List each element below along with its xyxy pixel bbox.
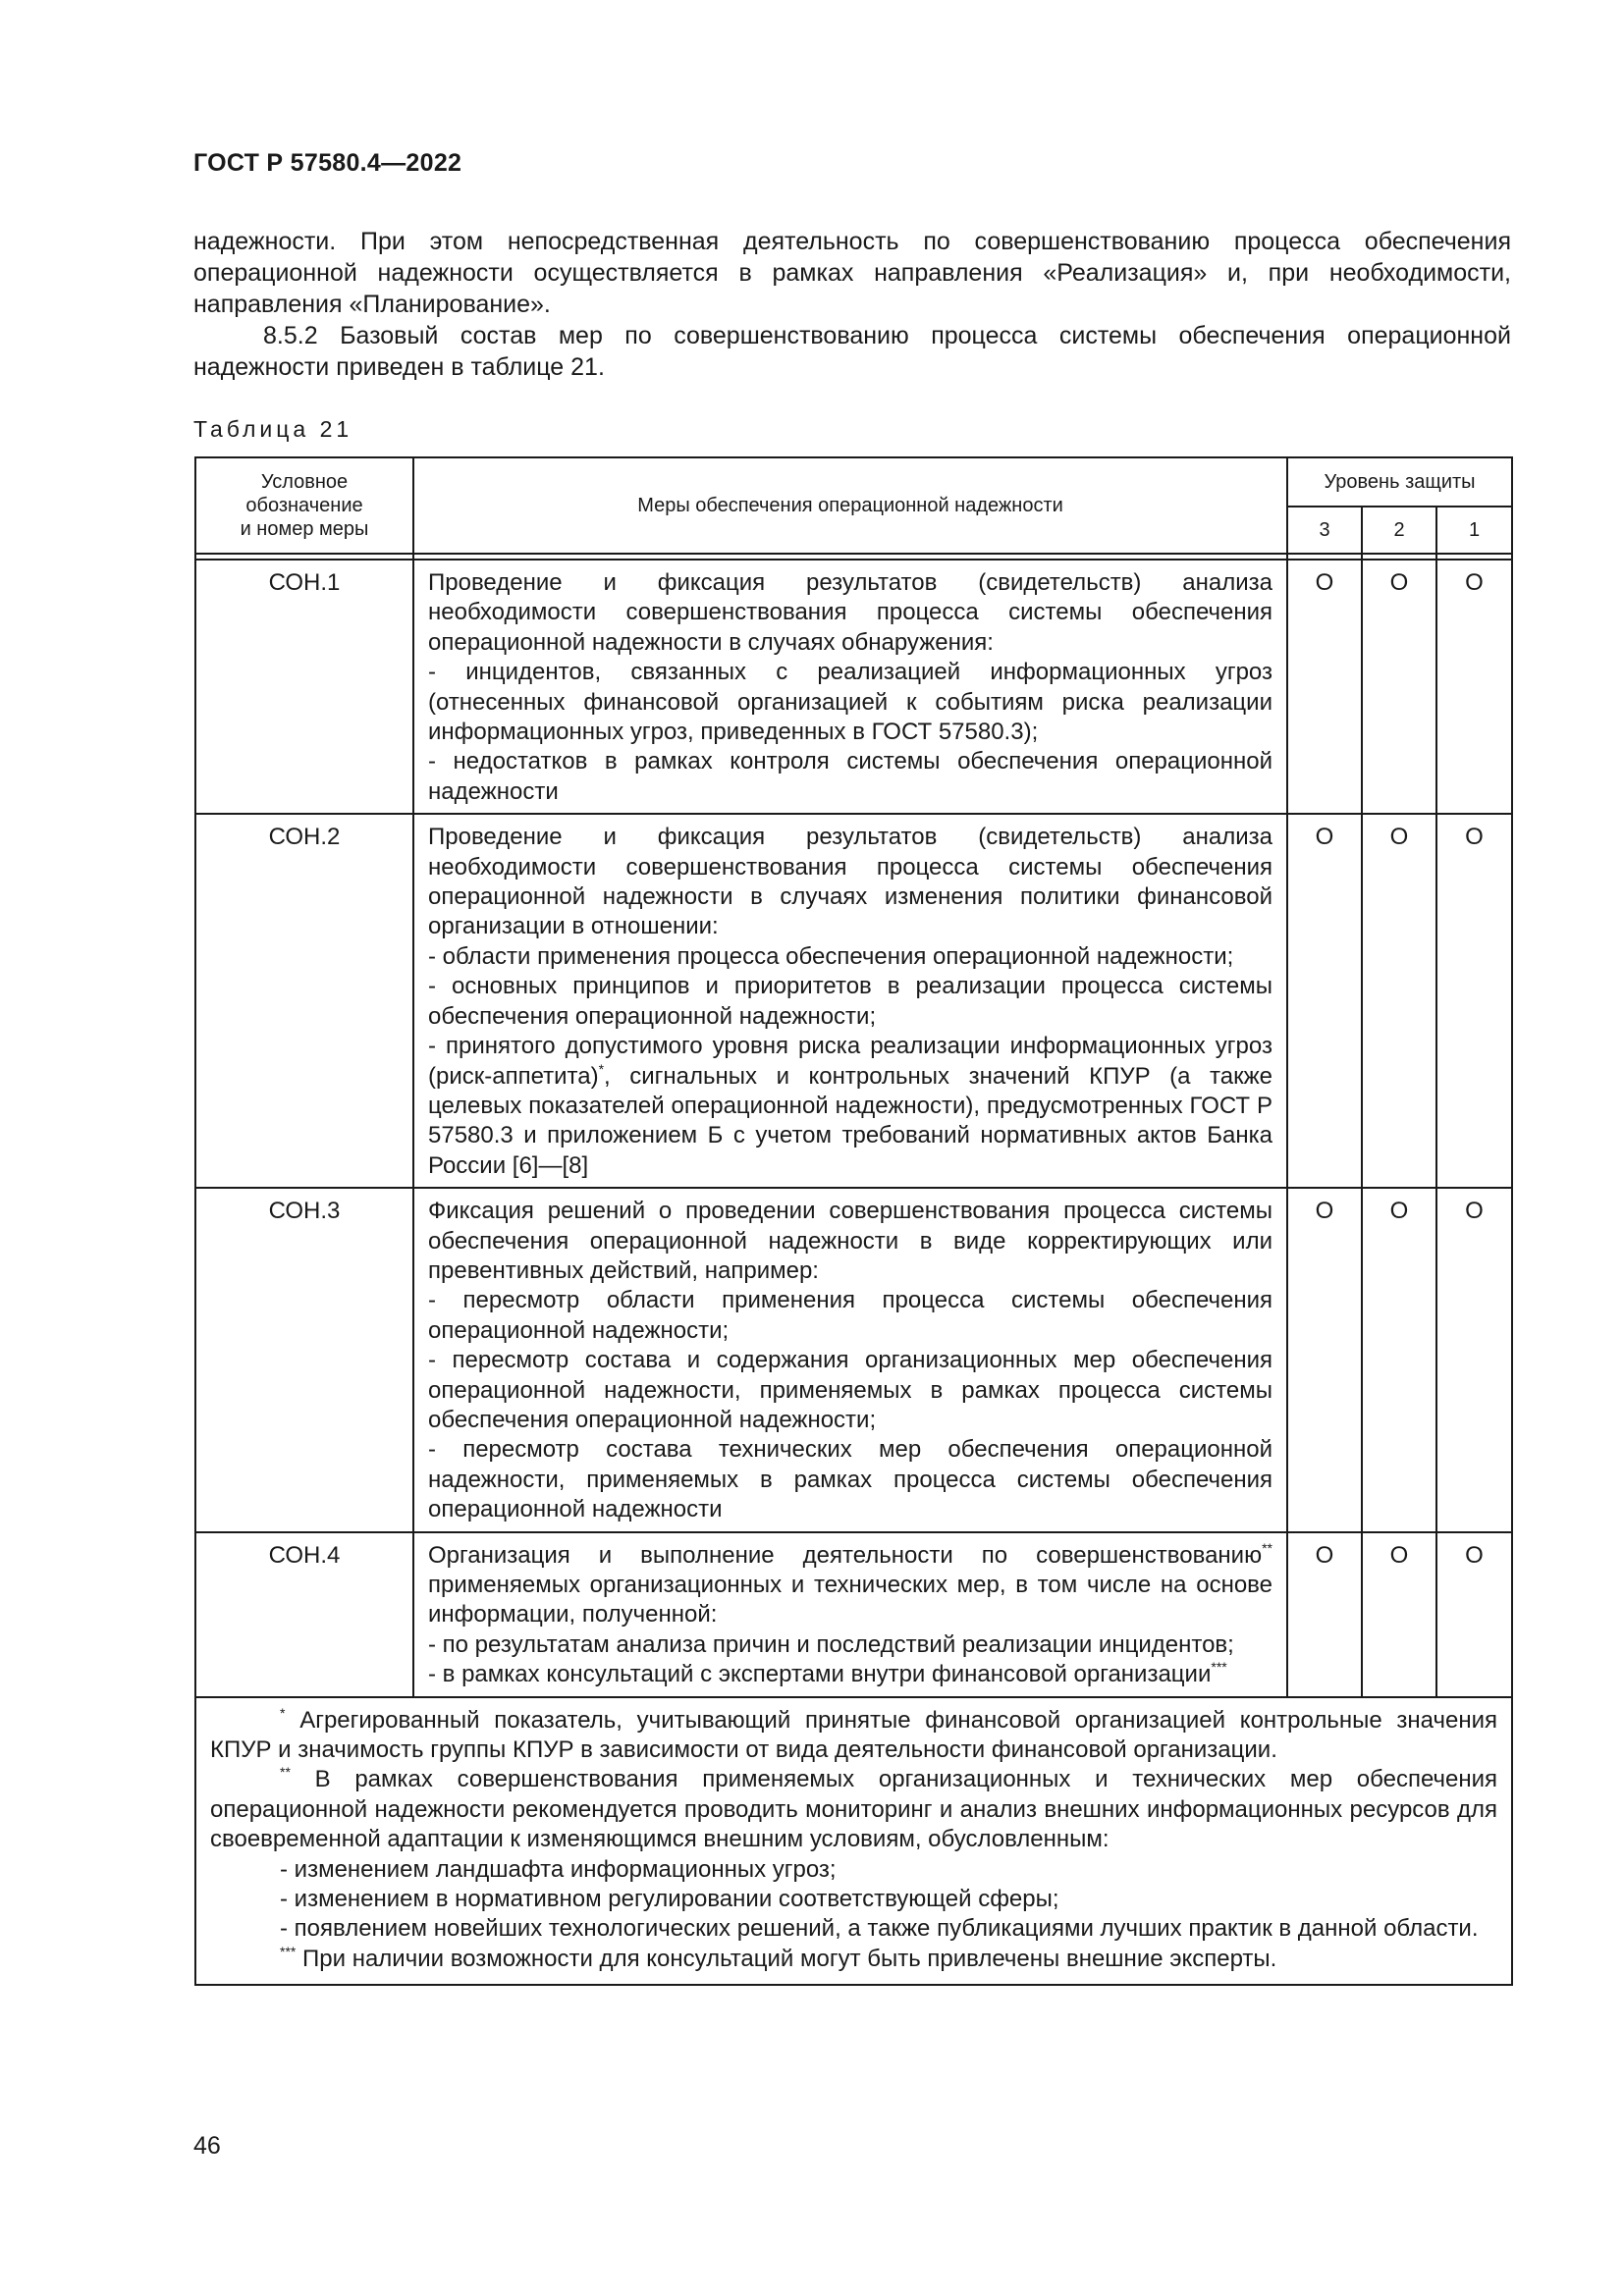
intro-paragraph-2: 8.5.2 Базовый состав мер по совершенствованию процесса системы обеспечения операционной надежности приведен в таблице 21.	[193, 322, 1511, 381]
measure-description	[413, 814, 1287, 1188]
level-2-mark: О	[1362, 1188, 1436, 1531]
footnote-ref: ***	[1211, 1659, 1227, 1676]
header-code-line-3: и номер меры	[240, 518, 369, 540]
table-notes	[195, 1697, 1512, 1986]
measure-line: - пересмотр состава технических мер обеспечения операционной надежности, применяемых в рамках процесса системы обеспечения операционной надежности	[428, 1436, 1272, 1523]
measure-text: - в рамках консультаций с экспертами внутри финансовой организации	[428, 1661, 1212, 1688]
footnote-ref: **	[1262, 1539, 1272, 1556]
header-level-1: 1	[1436, 507, 1512, 554]
footnote-text: В рамках совершенствования применяемых организационных и технических мер обеспечения операционной надежности рекомендуется проводить мониторинг и анализ внешних информационных ресурсов для своевременной адаптации к изменяющимся внешним условиям, обусловленным:	[210, 1766, 1498, 1853]
header-measure: Меры обеспечения операционной надежности	[413, 457, 1287, 554]
measure-code: СОН.3	[195, 1188, 413, 1531]
measure-code: СОН.2	[195, 814, 413, 1188]
measure-code: СОН.4	[195, 1532, 413, 1697]
level-2-mark: О	[1362, 814, 1436, 1188]
level-2-mark: О	[1362, 1532, 1436, 1697]
measure-line: - области применения процесса обеспечения операционной надежности;	[428, 942, 1234, 970]
level-3-mark: О	[1287, 560, 1362, 814]
measure-description	[413, 560, 1287, 814]
measure-code: СОН.1	[195, 560, 413, 814]
measure-line: - основных принципов и приоритетов в реализации процесса системы обеспечения операционной надежности;	[428, 973, 1272, 1030]
footnote-ref: *	[598, 1060, 605, 1077]
header-protection-level: Уровень защиты	[1287, 457, 1512, 507]
intro-paragraph-1: надежности. При этом непосредственная деятельность по совершенствованию процесса обеспечения операционной надежности осуществляется в рамках направления «Реализация» и, при необходимости, направления «Планирование».	[193, 228, 1511, 318]
table-row	[195, 1532, 1512, 1697]
footnote-text: Агрегированный показатель, учитывающий принятые финансовой организацией контрольные значения КПУР и значимость группы КПУР в зависимости от вида деятельности финансовой организации.	[210, 1706, 1498, 1764]
footnote-mark: **	[280, 1764, 291, 1781]
table-caption: Таблица 21	[193, 416, 353, 442]
measure-text: , сигнальных и контрольных значений КПУР (а также целевых показателей операционной надежности), предусмотренных ГОСТ Р 57580.3 и приложением Б с учетом требований нормативных актов Банка России [6]—[8]	[428, 1062, 1272, 1179]
measure-line: - инцидентов, связанных с реализацией информационных угроз (отнесенных финансовой организацией к событиям риска реализации информационных угроз, приведенных в ГОСТ 57580.3);	[428, 659, 1272, 746]
footnote-2	[210, 1765, 1497, 1854]
level-1-mark: О	[1436, 814, 1512, 1188]
measure-description	[413, 1188, 1287, 1531]
footnote-list-item: - изменением в нормативном регулировании соответствующей сферы;	[280, 1886, 1059, 1913]
footnote-text: При наличии возможности для консультаций могут быть привлечены внешние эксперты.	[296, 1945, 1277, 1972]
measure-line: Фиксация решений о проведении совершенствования процесса системы обеспечения операционной надежности в виде корректирующих или превентивных действий, например:	[428, 1198, 1272, 1284]
level-3-mark: О	[1287, 814, 1362, 1188]
table-row	[195, 814, 1512, 1188]
header-level-3: 3	[1287, 507, 1362, 554]
measure-description	[413, 1532, 1287, 1697]
measures-table	[194, 456, 1513, 1986]
footnote-3	[210, 1945, 1497, 1974]
measure-line: - по результатам анализа причин и последствий реализации инцидентов;	[428, 1630, 1234, 1658]
footnote-mark: ***	[280, 1943, 297, 1959]
table-notes-row	[195, 1697, 1512, 1986]
measure-line: Проведение и фиксация результатов (свидетельств) анализа необходимости совершенствования процесса системы обеспечения операционной надежности в случаях изменения политики финансовой организации в отношении:	[428, 824, 1272, 940]
measure-line	[428, 1032, 1272, 1181]
level-3-mark: О	[1287, 1532, 1362, 1697]
document-header: ГОСТ Р 57580.4—2022	[193, 149, 462, 177]
footnote-mark: *	[280, 1704, 286, 1721]
footnote-list-item: - появлением новейших технологических решений, а также публикациями лучших практик в данной области.	[280, 1915, 1479, 1943]
measure-line: - пересмотр области применения процесса системы обеспечения операционной надежности;	[428, 1287, 1272, 1344]
level-1-mark: О	[1436, 560, 1512, 814]
measure-line	[428, 1541, 1272, 1630]
intro-text	[193, 226, 1511, 383]
level-2-mark: О	[1362, 560, 1436, 814]
measure-line: - пересмотр состава и содержания организационных мер обеспечения операционной надежности, применяемых в рамках процесса системы обеспечения операционной надежности;	[428, 1347, 1272, 1433]
footnote-1	[210, 1706, 1497, 1766]
header-code-line-1: Условное	[260, 471, 349, 493]
table-row	[195, 1188, 1512, 1531]
header-code	[195, 457, 413, 554]
measure-text: - принятого допустимого уровня риска реализации информационных угроз (риск-аппетита)	[428, 1033, 1272, 1090]
measure-text: Организация и выполнение деятельности по совершенствованию	[428, 1541, 1263, 1569]
measure-line: - недостатков в рамках контроля системы обеспечения операционной надежности	[428, 748, 1272, 805]
measure-line: Проведение и фиксация результатов (свидетельств) анализа необходимости совершенствования процесса системы обеспечения операционной надежности в случаях обнаружения:	[428, 569, 1272, 656]
measure-text: применяемых организационных и технических мер, в том числе на основе информации, полученной:	[428, 1572, 1272, 1629]
measure-line	[428, 1660, 1272, 1689]
page-number: 46	[193, 2132, 221, 2160]
header-level-2: 2	[1362, 507, 1436, 554]
footnote-list-item: - изменением ландшафта информационных угроз;	[280, 1855, 837, 1883]
header-code-line-2: обозначение	[245, 495, 363, 516]
table-row	[195, 560, 1512, 814]
level-3-mark: О	[1287, 1188, 1362, 1531]
level-1-mark: О	[1436, 1188, 1512, 1531]
table-header-row	[195, 457, 1512, 507]
level-1-mark: О	[1436, 1532, 1512, 1697]
